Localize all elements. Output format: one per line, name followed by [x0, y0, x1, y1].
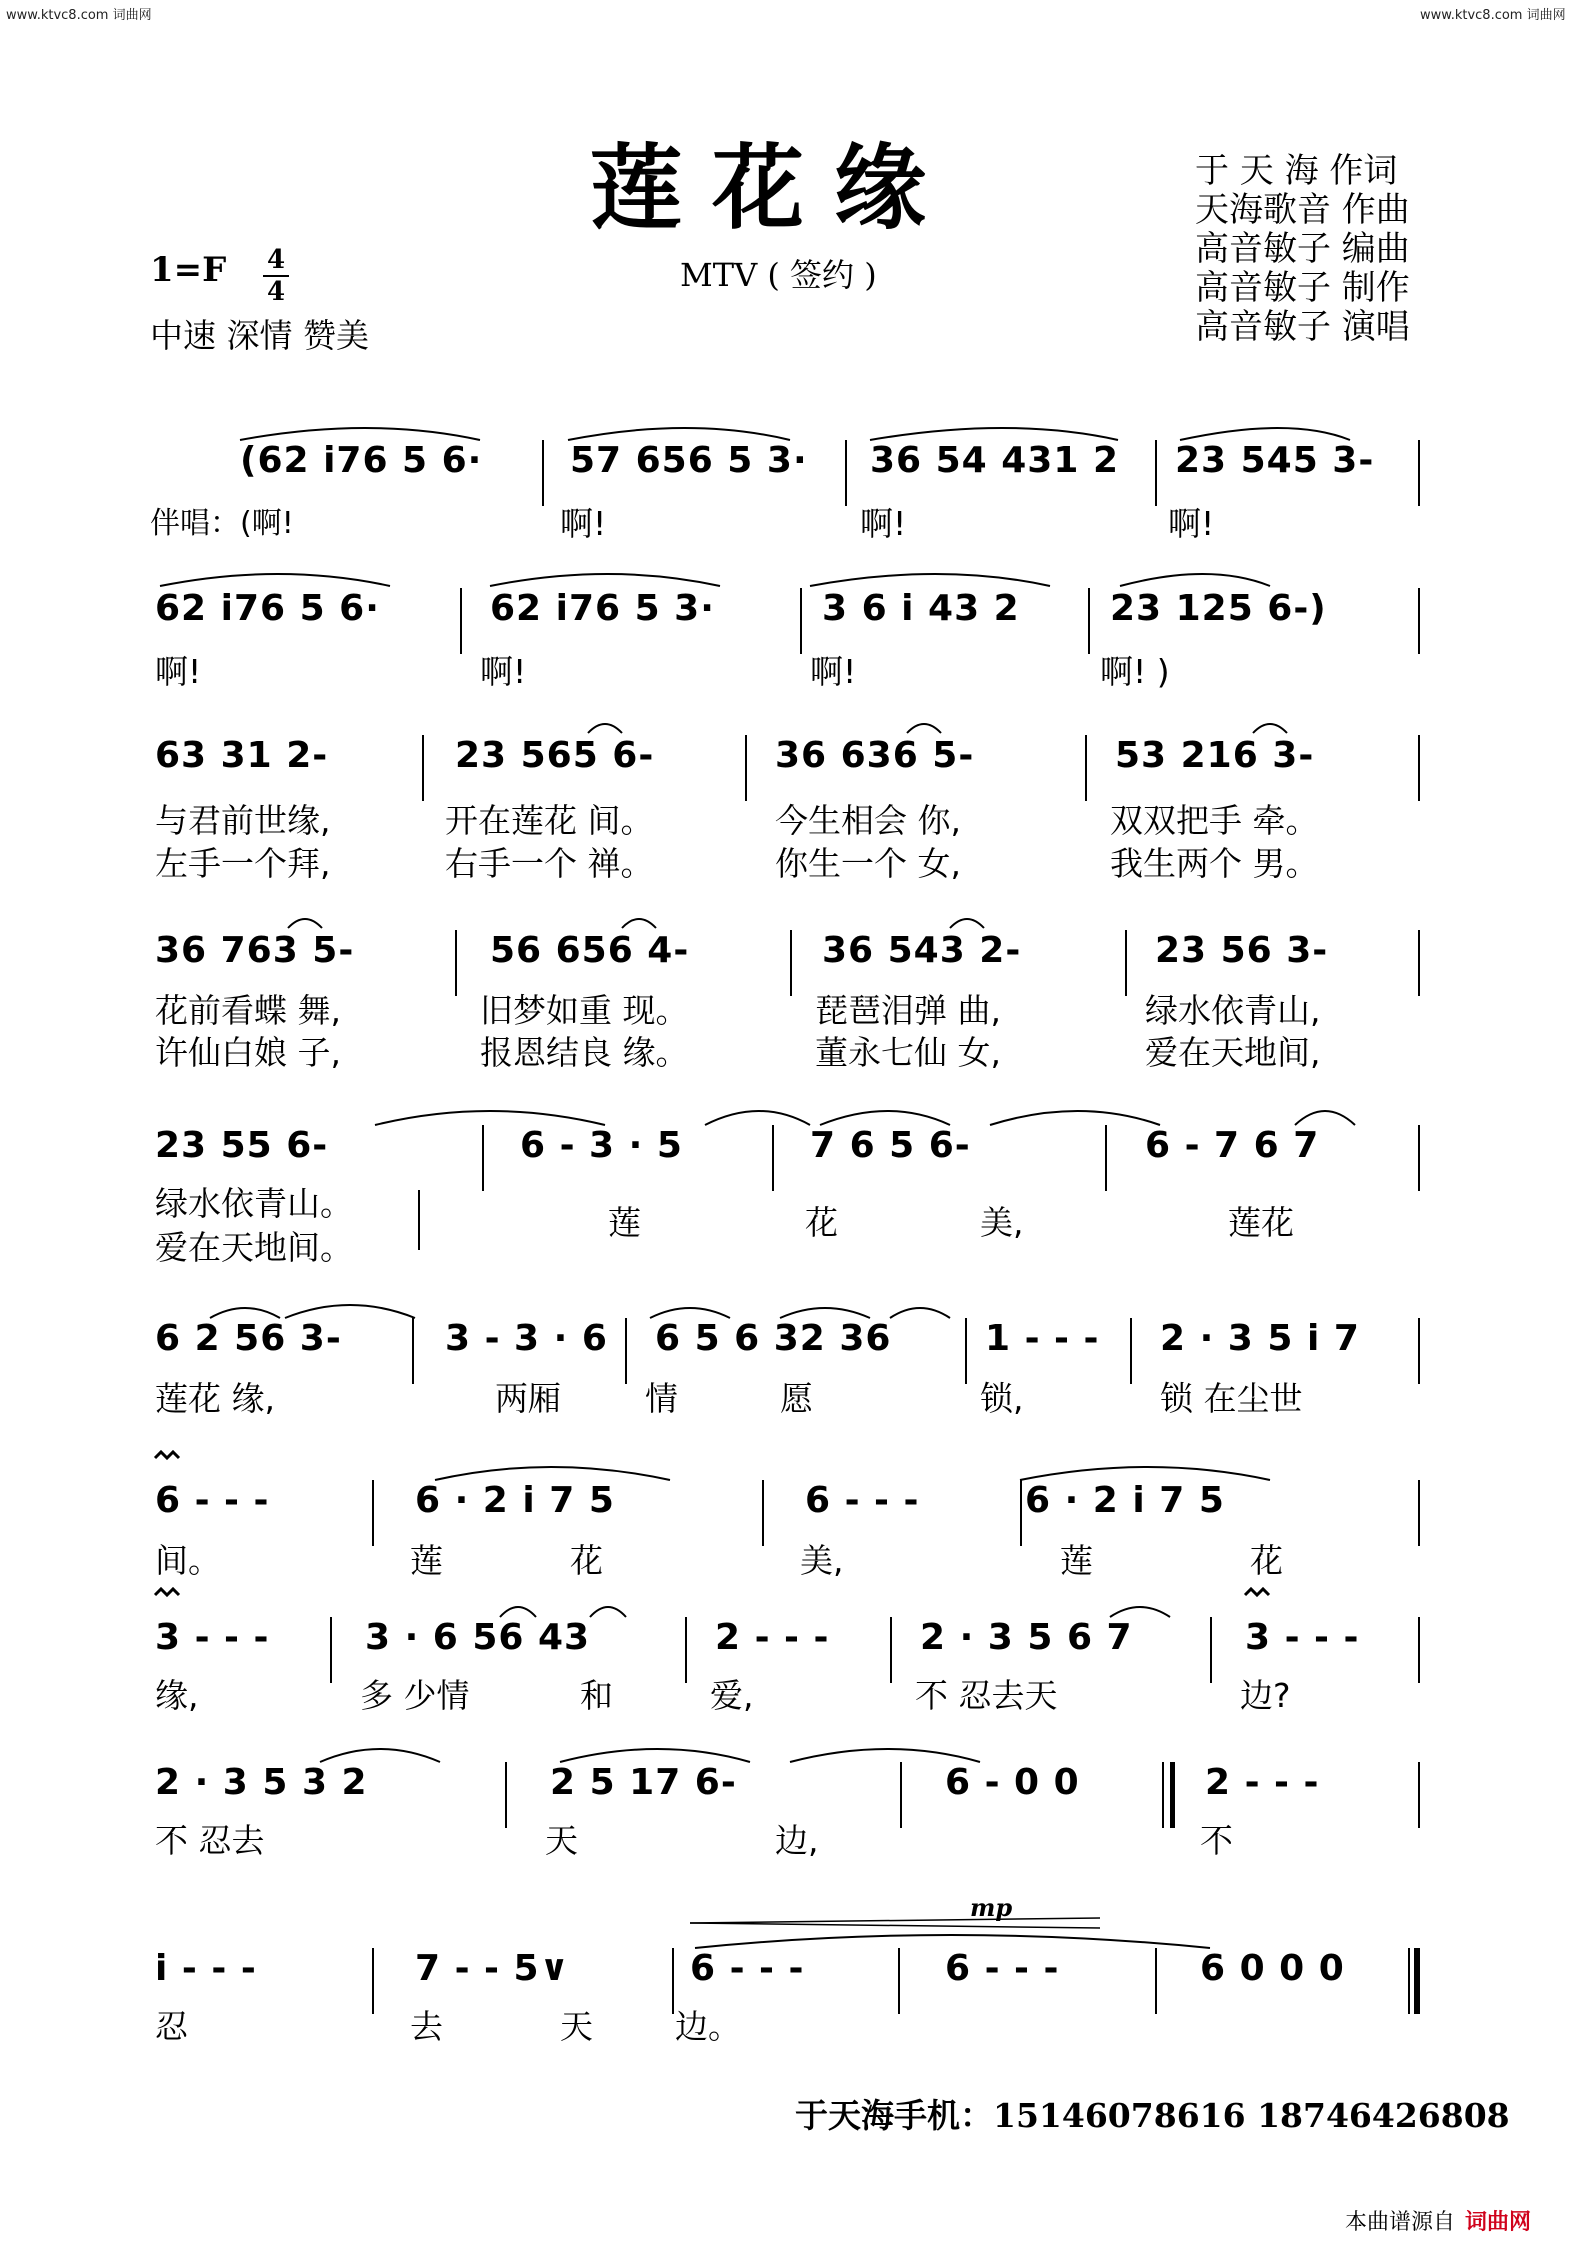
measure: 3 · 6 56 43 — [365, 1617, 591, 1658]
measure: 3 - 3 · 6 — [445, 1318, 608, 1359]
barline — [745, 735, 747, 801]
barline — [1162, 1762, 1164, 1828]
measure: 2 · 3 5 3 2 — [155, 1762, 368, 1803]
barline — [790, 930, 792, 996]
contact-info: 于天海手机：15146078616 18746426808 — [795, 2096, 1510, 2135]
barline — [482, 1125, 484, 1191]
trill-mark — [155, 1589, 179, 1595]
measure: 6 - 3 · 5 — [520, 1125, 683, 1166]
lyric: 啊! ) — [1100, 652, 1170, 691]
measure: 57 656 5 3· — [570, 440, 808, 481]
system-10 — [150, 1893, 1420, 2098]
barline — [1418, 930, 1420, 996]
barline — [890, 1617, 892, 1683]
system-6 — [150, 1318, 1420, 1468]
barline — [845, 440, 847, 506]
system-3 — [150, 735, 1420, 885]
barline — [685, 1617, 687, 1683]
lyric: 爱在天地间, — [1145, 1033, 1321, 1072]
song-title: 莲花缘 — [590, 134, 957, 242]
source-credit — [1345, 2205, 1531, 2236]
lyric: 莲 — [1060, 1541, 1093, 1580]
measure: 62 i76 5 6· — [155, 588, 380, 629]
barline — [672, 1948, 674, 2014]
measure: 2 - - - — [1205, 1762, 1320, 1803]
measure: 2 · 3 5 6 7 — [920, 1617, 1133, 1658]
barline — [625, 1318, 627, 1384]
measure: 56 656 4- — [490, 930, 690, 971]
final-barline-thick — [1414, 1948, 1420, 2014]
barline — [505, 1762, 507, 1828]
barline — [1418, 1617, 1420, 1683]
lyric: 琵琶泪弹 曲, — [815, 991, 1001, 1030]
notes-row — [150, 1318, 1420, 1374]
lyric: 啊! — [480, 652, 527, 691]
lyric: 多 少情 — [360, 1676, 470, 1715]
lyric: 爱, — [710, 1676, 754, 1715]
measure: 6 · 2 i 7 5 — [1025, 1480, 1225, 1521]
measure: 36 763 5- — [155, 930, 355, 971]
barline — [965, 1318, 967, 1384]
notes-row — [150, 440, 1420, 496]
barline — [1418, 1318, 1420, 1384]
lyric: 啊! — [155, 652, 202, 691]
lyric: 双双把手 牵。 — [1110, 801, 1319, 840]
crescendo-line-bottom — [690, 1923, 1100, 1928]
lyric: 绿水依青山。 — [155, 1184, 353, 1223]
measure: 23 125 6-) — [1110, 588, 1327, 629]
barline — [372, 1948, 374, 2014]
barline — [800, 588, 802, 654]
measure: 63 31 2- — [155, 735, 329, 776]
lyric: 边, — [775, 1821, 819, 1860]
measure: 6 - - - — [805, 1480, 920, 1521]
measure: 6 - - - — [690, 1948, 805, 1989]
watermark-right: www.ktvc8.com 词曲网 — [1420, 8, 1566, 23]
lyric: 花 — [570, 1541, 603, 1580]
lyric: 忍 — [155, 2007, 188, 2046]
lyric: 左手一个拜, — [155, 844, 331, 883]
credit-composer: 天海歌音 作曲 — [1195, 190, 1410, 230]
measure: 3 - - - — [155, 1617, 270, 1658]
lyric: 两厢 — [495, 1379, 561, 1418]
notes-row — [150, 1617, 1420, 1673]
lyric: 去 — [410, 2007, 443, 2046]
time-signature — [263, 245, 289, 307]
measure: 6 · 2 i 7 5 — [415, 1480, 615, 1521]
trill-mark — [1245, 1589, 1269, 1595]
barline — [762, 1480, 764, 1546]
measure: i - - - — [155, 1948, 257, 1989]
lyric: 锁 在尘世 — [1160, 1379, 1303, 1418]
lyric: 啊! — [1168, 504, 1215, 543]
lyric: 莲 — [608, 1203, 641, 1242]
barline — [1020, 1480, 1022, 1546]
measure: 6 - 0 0 — [945, 1762, 1080, 1803]
system-9 — [150, 1762, 1420, 1912]
lyric: 愿 — [780, 1379, 813, 1418]
lyric: 不 忍去天 — [915, 1676, 1058, 1715]
lyric: 不 — [1200, 1821, 1233, 1860]
system-4 — [150, 930, 1420, 1080]
notes-row — [150, 588, 1420, 644]
measure: 3 6 i 43 2 — [822, 588, 1020, 629]
notes-row — [150, 735, 1420, 791]
barline — [1130, 1318, 1132, 1384]
measure: (62 i76 5 6· — [240, 440, 483, 481]
lyric: 间。 — [155, 1541, 221, 1580]
barline — [1418, 1125, 1420, 1191]
lyric: 啊! — [810, 652, 857, 691]
barline — [900, 1762, 902, 1828]
barline — [460, 588, 462, 654]
measure: 2 - - - — [715, 1617, 830, 1658]
source-logo[interactable]: 词曲网 — [1465, 2210, 1532, 2235]
lyric: 不 忍去 — [155, 1821, 265, 1860]
notes-row — [150, 930, 1420, 986]
measure: 6 0 0 0 — [1200, 1948, 1345, 1989]
lyric: 今生相会 你, — [775, 801, 961, 840]
measure: 6 - - - — [155, 1480, 270, 1521]
lyric-bracket — [418, 1190, 420, 1250]
measure: 36 543 2- — [822, 930, 1022, 971]
lyric: 锁, — [980, 1379, 1024, 1418]
lyric: 与君前世缘, — [155, 801, 331, 840]
measure: 23 545 3- — [1175, 440, 1375, 481]
measure: 53 216 3- — [1115, 735, 1315, 776]
lyric: 花 — [1250, 1541, 1283, 1580]
measure: 2 5 17 6- — [550, 1762, 737, 1803]
measure: 1 - - - — [985, 1318, 1100, 1359]
lyric: 旧梦如重 现。 — [480, 991, 689, 1030]
lyric: 开在莲花 间。 — [445, 801, 654, 840]
lyric: 花 — [805, 1203, 838, 1242]
barline — [1418, 440, 1420, 506]
lyric: 花前看蝶 舞, — [155, 991, 341, 1030]
barline — [1418, 588, 1420, 654]
lyric: 许仙白娘 子, — [155, 1033, 341, 1072]
measure: 6 5 6 32 36 — [655, 1318, 892, 1359]
lyric: 美, — [980, 1203, 1024, 1242]
watermark-left: www.ktvc8.com 词曲网 — [6, 8, 152, 23]
notes-row — [150, 1125, 1420, 1181]
barline — [542, 440, 544, 506]
time-bottom: 4 — [266, 277, 286, 307]
barline — [1210, 1617, 1212, 1683]
measure: 6 - 7 6 7 — [1145, 1125, 1320, 1166]
lyric: 莲花 — [1228, 1203, 1294, 1242]
lyric: 绿水依青山, — [1145, 991, 1321, 1030]
credit-producer: 高音敏子 制作 — [1195, 268, 1410, 308]
barline — [1125, 930, 1127, 996]
lyric: 你生一个 女, — [775, 844, 961, 883]
trill-mark — [155, 1452, 179, 1458]
barline — [1418, 1762, 1420, 1828]
crescendo-line-top — [690, 1918, 1100, 1923]
measure: 62 i76 5 3· — [490, 588, 715, 629]
time-top: 4 — [266, 245, 286, 275]
system-5 — [150, 1125, 1420, 1275]
lyric: 我生两个 男。 — [1110, 844, 1319, 883]
lyric: 缘, — [155, 1676, 199, 1715]
measure: 2 · 3 5 i 7 — [1160, 1318, 1360, 1359]
lyric: 伴唱：(啊! — [150, 506, 294, 541]
lyric: 莲花 缘, — [155, 1379, 275, 1418]
barline — [455, 930, 457, 996]
measure: 7 6 5 6- — [810, 1125, 971, 1166]
barline — [1155, 440, 1157, 506]
measure: 3 - - - — [1245, 1617, 1360, 1658]
barline — [330, 1617, 332, 1683]
measure: 23 565 6- — [455, 735, 655, 776]
credit-lyricist: 于 天 海 作词 — [1195, 151, 1398, 191]
measure: 6 - - - — [945, 1948, 1060, 1989]
lyric: 董永七仙 女, — [815, 1033, 1001, 1072]
barline — [1085, 735, 1087, 801]
lyric: 爱在天地间。 — [155, 1228, 353, 1267]
measure: 7 - - 5∨ — [415, 1948, 570, 1989]
credit-arranger: 高音敏子 编曲 — [1195, 229, 1410, 269]
lyric: 情 — [645, 1379, 678, 1418]
lyric: 啊! — [860, 504, 907, 543]
final-barline-thin — [1408, 1948, 1410, 2014]
lyric: 边? — [1240, 1676, 1291, 1715]
credits — [1195, 152, 1410, 347]
notes-row — [150, 1762, 1420, 1818]
tempo-marking: 中速 深情 赞美 — [150, 316, 369, 355]
measure: 23 56 3- — [1155, 930, 1329, 971]
barline — [1418, 735, 1420, 801]
barline — [412, 1318, 414, 1384]
subtitle: MTV ( 签约 ) — [680, 256, 877, 294]
notes-row — [150, 1480, 1420, 1536]
lyric: 边。 — [675, 2007, 741, 2046]
measure: 23 55 6- — [155, 1125, 329, 1166]
lyric: 啊! — [560, 504, 607, 543]
barline — [372, 1480, 374, 1546]
repeat-barline — [1170, 1762, 1175, 1828]
barline — [1088, 588, 1090, 654]
barline — [1418, 1480, 1420, 1546]
credit-singer: 高音敏子 演唱 — [1195, 307, 1410, 347]
barline — [1155, 1948, 1157, 2014]
measure: 6 2 56 3- — [155, 1318, 342, 1359]
lyric: 报恩结良 缘。 — [480, 1033, 689, 1072]
source-text: 本曲谱源自 — [1345, 2210, 1456, 2235]
measure: 36 636 5- — [775, 735, 975, 776]
lyric: 右手一个 禅。 — [445, 844, 654, 883]
barline — [898, 1948, 900, 2014]
barline — [422, 735, 424, 801]
lyric: 天 — [560, 2007, 593, 2046]
lyric: 美, — [800, 1541, 844, 1580]
lyric: 天 — [545, 1821, 578, 1860]
key-signature: 1=F — [150, 250, 227, 290]
lyric: 莲 — [410, 1541, 443, 1580]
barline — [772, 1125, 774, 1191]
barline — [1105, 1125, 1107, 1191]
dynamic-mp: mp — [970, 1893, 1013, 1922]
lyric: 和 — [580, 1676, 613, 1715]
measure: 36 54 431 2 — [870, 440, 1119, 481]
notes-row — [150, 1948, 1420, 2004]
